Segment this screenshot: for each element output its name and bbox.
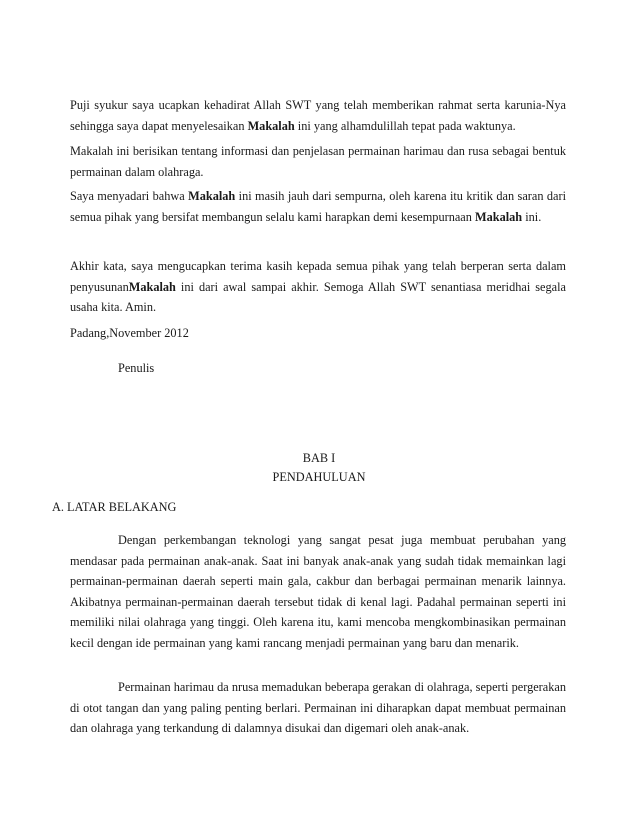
preface-paragraph-3: Saya menyadari bahwa Makalah ini masih jauh dari sempurna, oleh karena itu kritik dan saran dari semua pihak yang bersifat membangun selalu kami harapkan demi kesempurnaan Makalah ini.: [70, 189, 566, 224]
section-heading: A. LATAR BELAKANG: [52, 500, 177, 514]
preface-paragraph-1: Puji syukur saya ucapkan kehadirat Allah SWT yang telah memberikan rahmat serta karunia-Nya sehingga saya dapat menyelesaikan Makalah ini yang alhamdulillah tepat pada waktunya.: [70, 98, 566, 133]
body-paragraph-1: Dengan perkembangan teknologi yang sangat pesat juga membuat perubahan yang mendasar pada permainan anak-anak. Saat ini banyak anak-anak yang sudah tidak memainkan lagi permainan-permainan daerah seperti main gala, cakbur dan berbagai permainan menarik lainnya. Akibatnya permainan-permainan daerah tersebut tidak di kenal lagi. Padahal permainan seperti ini memiliki nilai olahraga yang tinggi. Oleh karena itu, kami mencoba mengkombinasikan permainan kecil dengan ide permainan yang kami rancang menjadi permainan yang baru dan menarik.: [70, 533, 566, 650]
chapter-number: BAB I: [302, 451, 336, 465]
preface-author: Penulis: [118, 361, 155, 375]
preface-paragraph-2: Makalah ini berisikan tentang informasi dan penjelasan permainan harimau dan rusa sebagai bentuk permainan dalam olahraga.: [70, 144, 566, 179]
preface-paragraph-4: Akhir kata, saya mengucapkan terima kasih kepada semua pihak yang telah berperan serta dalam penyusunanMakalah ini dari awal sampai akhir. Semoga Allah SWT senantiasa meridhai segala usaha kita. Amin.: [70, 259, 566, 314]
body-paragraph-2: Permainan harimau da nrusa memadukan beberapa gerakan di olahraga, seperti pergerakan di otot tangan dan yang paling penting berlari. Permainan ini diharapkan dapat membuat permainan dan olahraga yang terkandung di dalamnya disukai dan digemari oleh anak-anak.: [70, 680, 566, 735]
chapter-title: PENDAHULUAN: [272, 470, 366, 484]
preface-date: Padang,November 2012: [70, 326, 189, 340]
